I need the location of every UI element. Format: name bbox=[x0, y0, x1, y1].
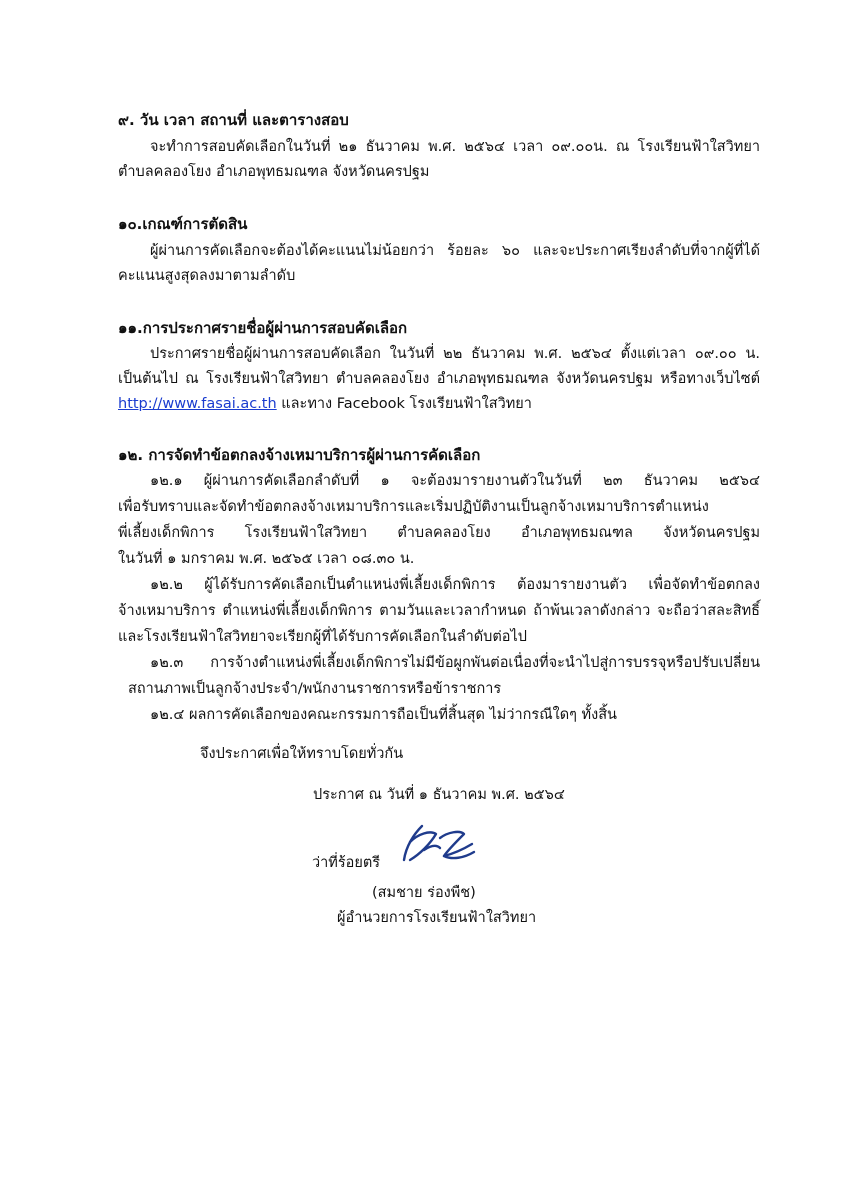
item-12-3-line-1: ๑๒.๓ การจ้างตำแหน่งพี่เลี้ยงเด็กพิการไม่มีข้อผูกพันต่อเนื่องที่จะนำไปสู่การบรรจุหรือปรับเปลี่ยน bbox=[150, 655, 760, 671]
signature-ink bbox=[404, 826, 474, 860]
item-12-1-line-1: ๑๒.๑ ผู้ผ่านการคัดเลือกลำดับที่ ๑ จะต้องมารายงานตัวในวันที่ ๒๓ ธันวาคม ๒๕๖๔ bbox=[150, 473, 760, 489]
facebook-text: และทาง Facebook โรงเรียนฟ้าใสวิทยา bbox=[276, 396, 532, 412]
section-10-line-1: ผู้ผ่านการคัดเลือกจะต้องได้คะแนนไม่น้อยกว่า ร้อยละ ๖๐ และจะประกาศเรียงลำดับที่จากผู้ที่ได้ bbox=[150, 243, 760, 259]
school-website-link[interactable]: http://www.fasai.ac.th bbox=[118, 396, 277, 412]
item-12-4: ๑๒.๔ ผลการคัดเลือกของคณะกรรมการถือเป็นที่สิ้นสุด ไม่ว่ากรณีใดๆ ทั้งสิ้น bbox=[150, 707, 617, 723]
section-11-line-2: เป็นต้นไป ณ โรงเรียนฟ้าใสวิทยา ตำบลคลองโยง อำเภอพุทธมณฑล จังหวัดนครปฐม หรือทางเว็บไซต์ bbox=[118, 371, 760, 387]
item-12-2-line-3: และโรงเรียนฟ้าใสวิทยาจะเรียกผู้ที่ได้รับการคัดเลือกในลำดับต่อไป bbox=[118, 629, 527, 645]
section-9-line-1: จะทำการสอบคัดเลือกในวันที่ ๒๑ ธันวาคม พ.ศ. ๒๕๖๔ เวลา ๐๙.๐๐น. ณ โรงเรียนฟ้าใสวิทยา bbox=[150, 139, 760, 155]
section-9-heading: ๙. วัน เวลา สถานที่ และตารางสอบ bbox=[118, 111, 349, 129]
item-12-1-line-4: ในวันที่ ๑ มกราคม พ.ศ. ๒๕๖๕ เวลา ๐๘.๓๐ น. bbox=[118, 551, 415, 567]
announcement-closing: จึงประกาศเพื่อให้ทราบโดยทั่วกัน bbox=[200, 746, 404, 762]
handwritten-signature bbox=[400, 820, 482, 870]
item-12-3-line-2: สถานภาพเป็นลูกจ้างประจำ/พนักงานราชการหรือข้าราชการ bbox=[128, 681, 502, 697]
signer-name: (สมชาย ร่องพืช) bbox=[372, 885, 476, 901]
section-11-heading: ๑๑.การประกาศรายชื่อผู้ผ่านการสอบคัดเลือก bbox=[118, 319, 408, 337]
signer-position: ผู้อำนวยการโรงเรียนฟ้าใสวิทยา bbox=[337, 910, 537, 926]
item-12-2-line-1: ๑๒.๒ ผู้ได้รับการคัดเลือกเป็นตำแหน่งพี่เลี้ยงเด็กพิการ ต้องมารายงานตัว เพื่อจัดทำข้อตกลง bbox=[150, 577, 760, 593]
section-10-line-2: คะแนนสูงสุดลงมาตามลำดับ bbox=[118, 268, 296, 284]
section-12-heading: ๑๒. การจัดทำข้อตกลงจ้างเหมาบริการผู้ผ่านการคัดเลือก bbox=[118, 446, 481, 464]
section-9-line-2: ตำบลคลองโยง อำเภอพุทธมณฑล จังหวัดนครปฐม bbox=[118, 164, 430, 180]
item-12-1-line-2: เพื่อรับทราบและจัดทำข้อตกลงจ้างเหมาบริการและเริ่มปฏิบัติงานเป็นลูกจ้างเหมาบริการตำแหน่ง bbox=[118, 499, 709, 515]
item-12-2-line-2: จ้างเหมาบริการ ตำแหน่งพี่เลี้ยงเด็กพิการ ตามวันและเวลากำหนด ถ้าพ้นเวลาดังกล่าว จะถือว่าสละสิทธิ์ bbox=[118, 603, 760, 619]
announcement-date: ประกาศ ณ วันที่ ๑ ธันวาคม พ.ศ. ๒๕๖๔ bbox=[313, 787, 565, 803]
section-11-line-1: ประกาศรายชื่อผู้ผ่านการสอบคัดเลือก ในวันที่ ๒๒ ธันวาคม พ.ศ. ๒๕๖๔ ตั้งแต่เวลา ๐๙.๐๐ น. bbox=[150, 346, 760, 362]
section-10-heading: ๑๐.เกณฑ์การตัดสิน bbox=[118, 215, 248, 233]
item-12-1-line-3: พี่เลี้ยงเด็กพิการ โรงเรียนฟ้าใสวิทยา ตำบลคลองโยง อำเภอพุทธมณฑล จังหวัดนครปฐม bbox=[118, 525, 760, 541]
section-11-line-3 bbox=[118, 392, 532, 415]
signer-rank: ว่าที่ร้อยตรี bbox=[312, 855, 381, 871]
